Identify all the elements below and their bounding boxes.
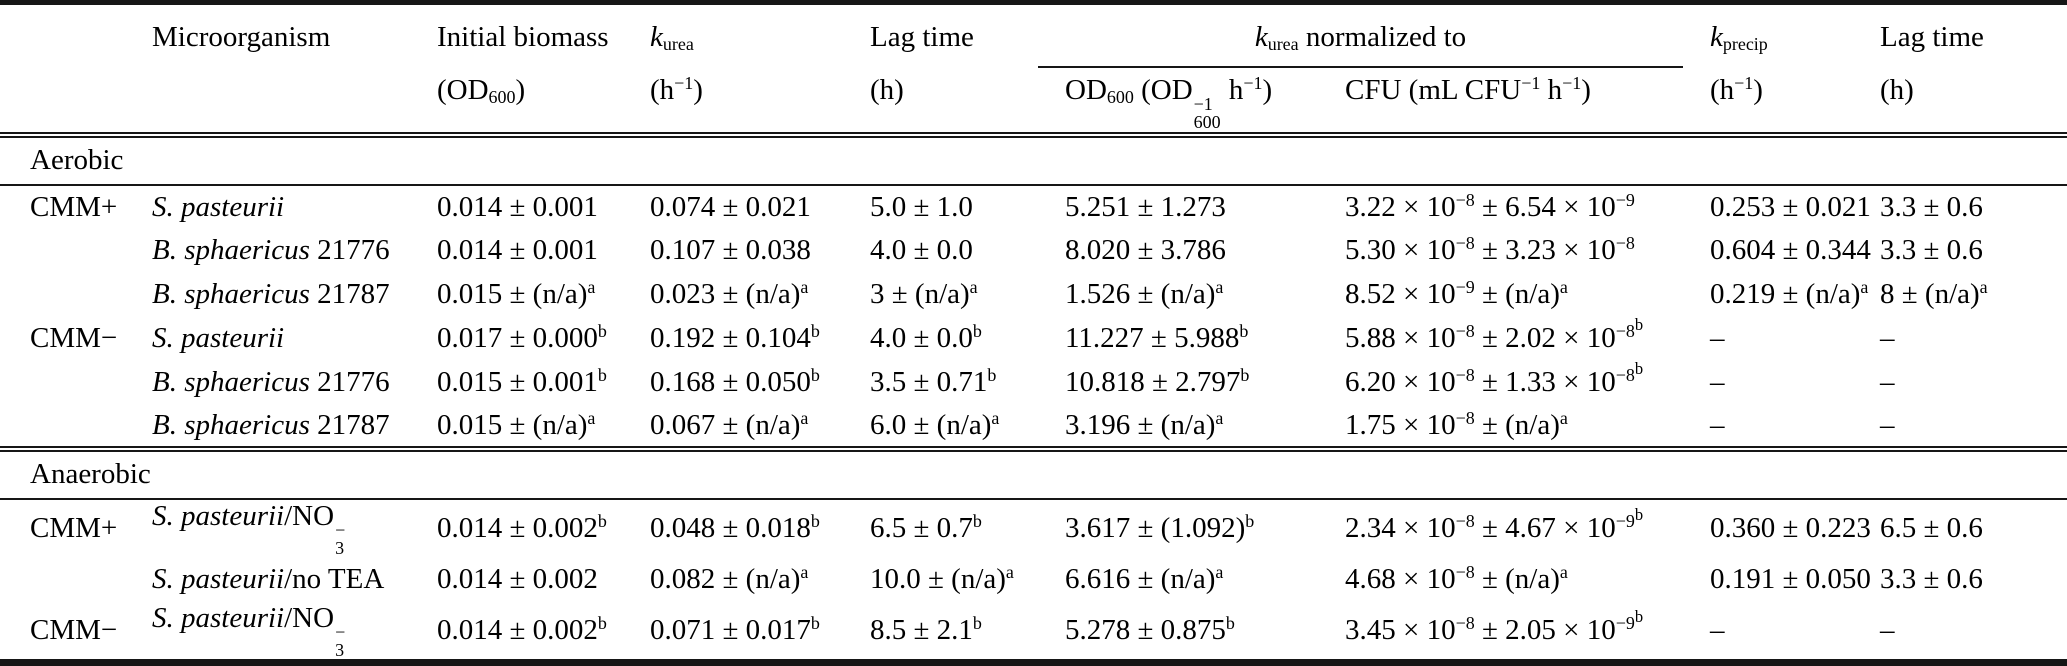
cell-microorganism: B. sphaericus 21787 (152, 278, 390, 311)
cell-value: 6.5 ± 0.6 (1880, 512, 1983, 545)
cell-value: 0.014 ± 0.002$^b$ (410, 602, 623, 663)
cell-value: 3.3 ± 0.6 (1880, 190, 1983, 223)
col-header-k-precip: kprecip (1710, 21, 1768, 54)
table-row (0, 361, 2067, 405)
cell-value: 0.168 ± 0.050$^b$ (650, 365, 820, 399)
cell-value: $6.616 \pm (n/a)^a$ (1065, 562, 1224, 596)
cell-value: 0.253 ± 0.021 (1710, 190, 1871, 223)
cell-condition: CMM− (30, 322, 118, 355)
cell-value: – (1880, 322, 1895, 355)
table-row (0, 602, 2067, 663)
cell-microorganism: B. sphaericus 21787 (152, 408, 390, 441)
cell-value: 0.360 ± 0.223 (1710, 512, 1871, 545)
cell-value: $3.45 \times 10^{-8} \pm 2.05 \times 10^{-9b}$ (1318, 602, 1683, 663)
cell-value: $6.0 \pm (n/a)^a$ (870, 407, 1000, 441)
col-header-microorganism: Microorganism (152, 21, 331, 53)
cell-value: 0.074 ± 0.021 (650, 190, 811, 223)
col-group-header-k-urea-normalized (1038, 3, 1683, 69)
cell-condition (0, 558, 125, 602)
table-row (0, 405, 2067, 449)
table-row (0, 317, 2067, 361)
cell-value: $8 \pm (n/a)^a$ (1880, 277, 1988, 311)
table-body (0, 135, 2067, 663)
cell-value: $3.196 \pm (n/a)^a$ (1065, 407, 1224, 441)
cell-value: – (1880, 366, 1895, 399)
section-header-aerobic (0, 135, 2067, 185)
cell-value: $0.082 \pm (n/a)^a$ (650, 562, 809, 596)
cell-value: $3 \pm (n/a)^a$ (870, 277, 978, 311)
cell-value: $1.75 \times 10^{-8} \pm (n/a)^a$ (1345, 407, 1568, 441)
cell-microorganism: S. pasteurii/NO − 3 (152, 499, 346, 559)
cell-value: 10.818 ± 2.797$^b$ (1065, 365, 1250, 399)
cell-condition: CMM+ (30, 512, 118, 545)
col-unit-lag-time-growth: (h) (843, 68, 1038, 135)
cell-value: 4.0 ± 0.0$^b$ (870, 321, 982, 355)
col-group-label: kurea normalized to (1038, 21, 1683, 68)
cell-microorganism: S. pasteurii/NO − 3 (125, 602, 410, 663)
cell-value: $0.015 \pm (n/a)^a$ (437, 277, 596, 311)
cell-value: 3.5 ± 0.71$^b$ (870, 365, 997, 399)
cell-value: 5.251 ± 1.273 (1065, 190, 1226, 223)
cell-value: 5.278 ± 0.875$^b$ (1038, 602, 1318, 663)
cell-value: $10.0 \pm (n/a)^a$ (870, 562, 1014, 596)
col-unit-k-precip: $(h^{-1})$ (1683, 68, 1853, 135)
cell-condition: CMM− (0, 602, 125, 663)
cell-value: $6.20 \times 10^{-8} \pm 1.33 \times 10^{-8b}$ (1345, 359, 1644, 399)
cell-condition (0, 229, 125, 273)
cell-value: – (1710, 322, 1725, 355)
col-unit-condition (0, 68, 125, 135)
col-unit-lag-time-precip: (h) (1853, 68, 2067, 135)
cell-value: 0.014 ± 0.002$^b$ (437, 511, 607, 545)
cell-value: $1.526 \pm (n/a)^a$ (1065, 277, 1224, 311)
cell-value: $3.22 \times 10^{-8} \pm 6.54 \times 10^{-9}$ (1345, 189, 1635, 223)
col-header-lag-time-precip: Lag time (1880, 21, 1984, 53)
cell-value: $4.68 \times 10^{-8} \pm (n/a)^a$ (1345, 562, 1568, 596)
cell-microorganism: S. pasteurii/no TEA (152, 563, 385, 596)
col-subheader-od600: OD600 (OD −1 600 $h^{-1}$) (1038, 68, 1318, 135)
section-header-anaerobic (0, 449, 2067, 499)
cell-value: 0.014 ± 0.002 (437, 563, 598, 596)
cell-microorganism: S. pasteurii (152, 190, 285, 223)
cell-value: 0.071 ± 0.017$^b$ (623, 602, 843, 663)
header-row-units (0, 68, 2067, 135)
table-row (0, 499, 2067, 558)
section-label: Anaerobic (0, 449, 2067, 499)
cell-value: $0.023 \pm (n/a)^a$ (650, 277, 809, 311)
cell-microorganism: S. pasteurii (152, 322, 285, 355)
section-label: Aerobic (0, 135, 2067, 185)
cell-value: 11.227 ± 5.988$^b$ (1065, 321, 1249, 355)
cell-value: 3.3 ± 0.6 (1880, 563, 1983, 596)
cell-value: $5.30 \times 10^{-8} \pm 3.23 \times 10^{-8}$ (1345, 233, 1635, 267)
cell-value: $8.52 \times 10^{-9} \pm (n/a)^a$ (1345, 277, 1568, 311)
cell-value: 8.5 ± 2.1$^b$ (843, 602, 1038, 663)
cell-value: $5.88 \times 10^{-8} \pm 2.02 \times 10^{-8b}$ (1345, 315, 1644, 355)
cell-value: 0.048 ± 0.018$^b$ (650, 511, 820, 545)
cell-value: – (1683, 602, 1853, 663)
cell-value: $0.219 \pm (n/a)^a$ (1710, 277, 1869, 311)
col-unit-k-urea: $(h^{-1})$ (623, 68, 843, 135)
cell-value: 0.015 ± 0.001$^b$ (437, 365, 607, 399)
table-row (0, 229, 2067, 273)
cell-value: 8.020 ± 3.786 (1065, 234, 1226, 267)
cell-value: 0.014 ± 0.001 (437, 190, 598, 223)
col-unit-initial-biomass: (OD600) (410, 68, 623, 135)
cell-value: $2.34 \times 10^{-8} \pm 4.67 \times 10^{-9b}$ (1345, 504, 1644, 545)
cell-value: 5.0 ± 1.0 (870, 190, 973, 223)
col-subheader-cfu: CFU (mL $CFU^{-1}$ $h^{-1}$) (1318, 68, 1683, 135)
table-row (0, 558, 2067, 602)
cell-value: $3.617 \pm (1.092)^b$ (1065, 511, 1255, 545)
cell-value: $0.015 \pm (n/a)^a$ (437, 407, 596, 441)
cell-value: – (1880, 408, 1895, 441)
cell-value: 3.3 ± 0.6 (1880, 234, 1983, 267)
cell-microorganism: B. sphaericus 21776 (152, 366, 390, 399)
cell-value: 0.017 ± 0.000$^b$ (437, 321, 607, 355)
col-header-initial-biomass: Initial biomass (437, 21, 609, 53)
cell-value: 4.0 ± 0.0 (870, 234, 973, 267)
cell-condition (0, 405, 125, 449)
cell-value: $0.067 \pm (n/a)^a$ (650, 407, 809, 441)
cell-value: 6.5 ± 0.7$^b$ (870, 511, 982, 545)
table-row (0, 273, 2067, 317)
cell-condition (0, 273, 125, 317)
table-header (0, 3, 2067, 135)
cell-condition (0, 361, 125, 405)
cell-value: 0.604 ± 0.344 (1710, 234, 1871, 267)
cell-condition: CMM+ (30, 190, 118, 223)
col-header-k-urea: kurea (650, 21, 694, 54)
cell-value: – (1710, 366, 1725, 399)
col-header-lag-time-growth: Lag time (870, 21, 974, 53)
cell-value: 0.107 ± 0.038 (650, 234, 811, 267)
cell-value: 0.014 ± 0.001 (437, 234, 598, 267)
table-row (0, 185, 2067, 229)
header-row-labels (0, 3, 2067, 69)
cell-value: – (1853, 602, 2067, 663)
col-unit-microorganism (125, 68, 410, 135)
cell-value: 0.191 ± 0.050 (1710, 563, 1871, 596)
cell-value: – (1710, 408, 1725, 441)
col-header-condition (0, 3, 125, 69)
cell-value: 0.192 ± 0.104$^b$ (650, 321, 820, 355)
cell-microorganism: B. sphaericus 21776 (152, 234, 390, 267)
